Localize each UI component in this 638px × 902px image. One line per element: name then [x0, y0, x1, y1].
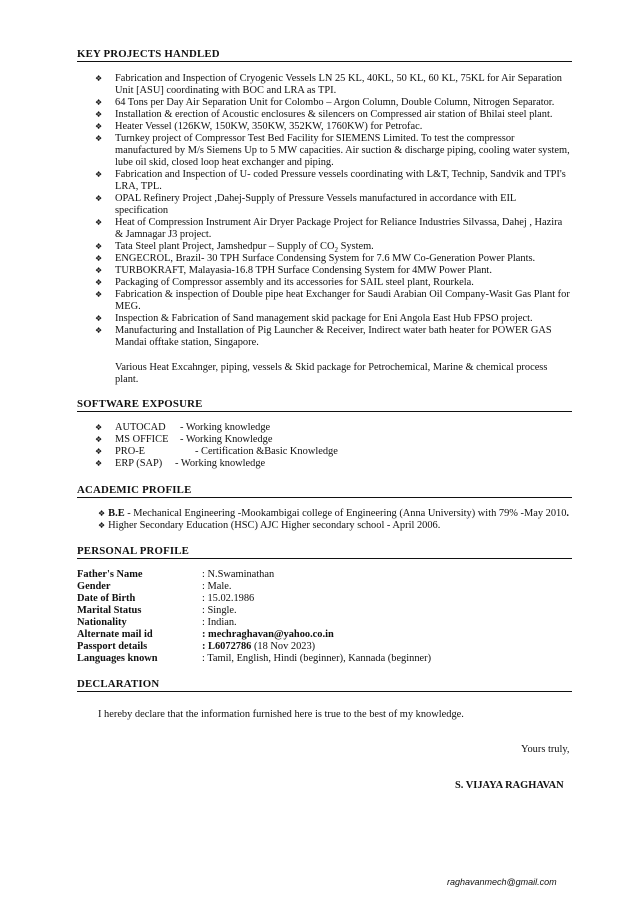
diamond-bullet-icon: ❖	[95, 459, 103, 468]
section-title-declaration: DECLARATION	[77, 678, 160, 690]
diamond-bullet-icon: ❖	[95, 314, 103, 323]
diamond-bullet-icon: ❖	[95, 194, 103, 203]
diamond-bullet-icon: ❖	[95, 242, 103, 251]
diamond-bullet-icon: ❖	[95, 326, 103, 335]
diamond-bullet-icon: ❖	[95, 278, 103, 287]
diamond-bullet-icon: ❖	[98, 509, 106, 518]
diamond-bullet-icon: ❖	[95, 122, 103, 131]
section-title-projects: KEY PROJECTS HANDLED	[77, 48, 220, 60]
diamond-bullet-icon: ❖	[95, 134, 103, 143]
diamond-bullet-icon: ❖	[95, 447, 103, 456]
section-divider	[77, 61, 572, 62]
academic-item-hsc: ❖ Higher Secondary Education (HSC) AJC Higher secondary school - April 2006.	[98, 520, 441, 531]
diamond-bullet-icon: ❖	[95, 218, 103, 227]
diamond-bullet-icon: ❖	[95, 423, 103, 432]
diamond-bullet-icon: ❖	[95, 98, 103, 107]
diamond-bullet-icon: ❖	[95, 435, 103, 444]
section-divider	[77, 497, 572, 498]
diamond-bullet-icon: ❖	[95, 290, 103, 299]
diamond-bullet-icon: ❖	[95, 266, 103, 275]
diamond-bullet-icon: ❖	[95, 254, 103, 263]
signature-name: S. VIJAYA RAGHAVAN	[455, 780, 564, 791]
closing-text: Yours truly,	[521, 744, 570, 755]
diamond-bullet-icon: ❖	[95, 170, 103, 179]
projects-note: Various Heat Excahnger, piping, vessels & Skid package for Petrochemical, Marine & chemical process plant.	[115, 362, 548, 386]
footer-email: raghavanmech@gmail.com	[447, 877, 557, 887]
section-divider	[77, 691, 572, 692]
section-title-personal: PERSONAL PROFILE	[77, 545, 190, 557]
declaration-text: I hereby declare that the information furnished here is true to the best of my knowledge.	[98, 709, 464, 720]
diamond-bullet-icon: ❖	[95, 110, 103, 119]
section-title-software: SOFTWARE EXPOSURE	[77, 398, 203, 410]
section-divider	[77, 411, 572, 412]
diamond-bullet-icon: ❖	[95, 74, 103, 83]
section-title-academic: ACADEMIC PROFILE	[77, 484, 192, 496]
section-divider	[77, 558, 572, 559]
diamond-bullet-icon: ❖	[98, 521, 106, 530]
academic-item-be: ❖ B.E - Mechanical Engineering -Mookambigai college of Engineering (Anna University) with 79% -May 2010.	[98, 508, 570, 519]
